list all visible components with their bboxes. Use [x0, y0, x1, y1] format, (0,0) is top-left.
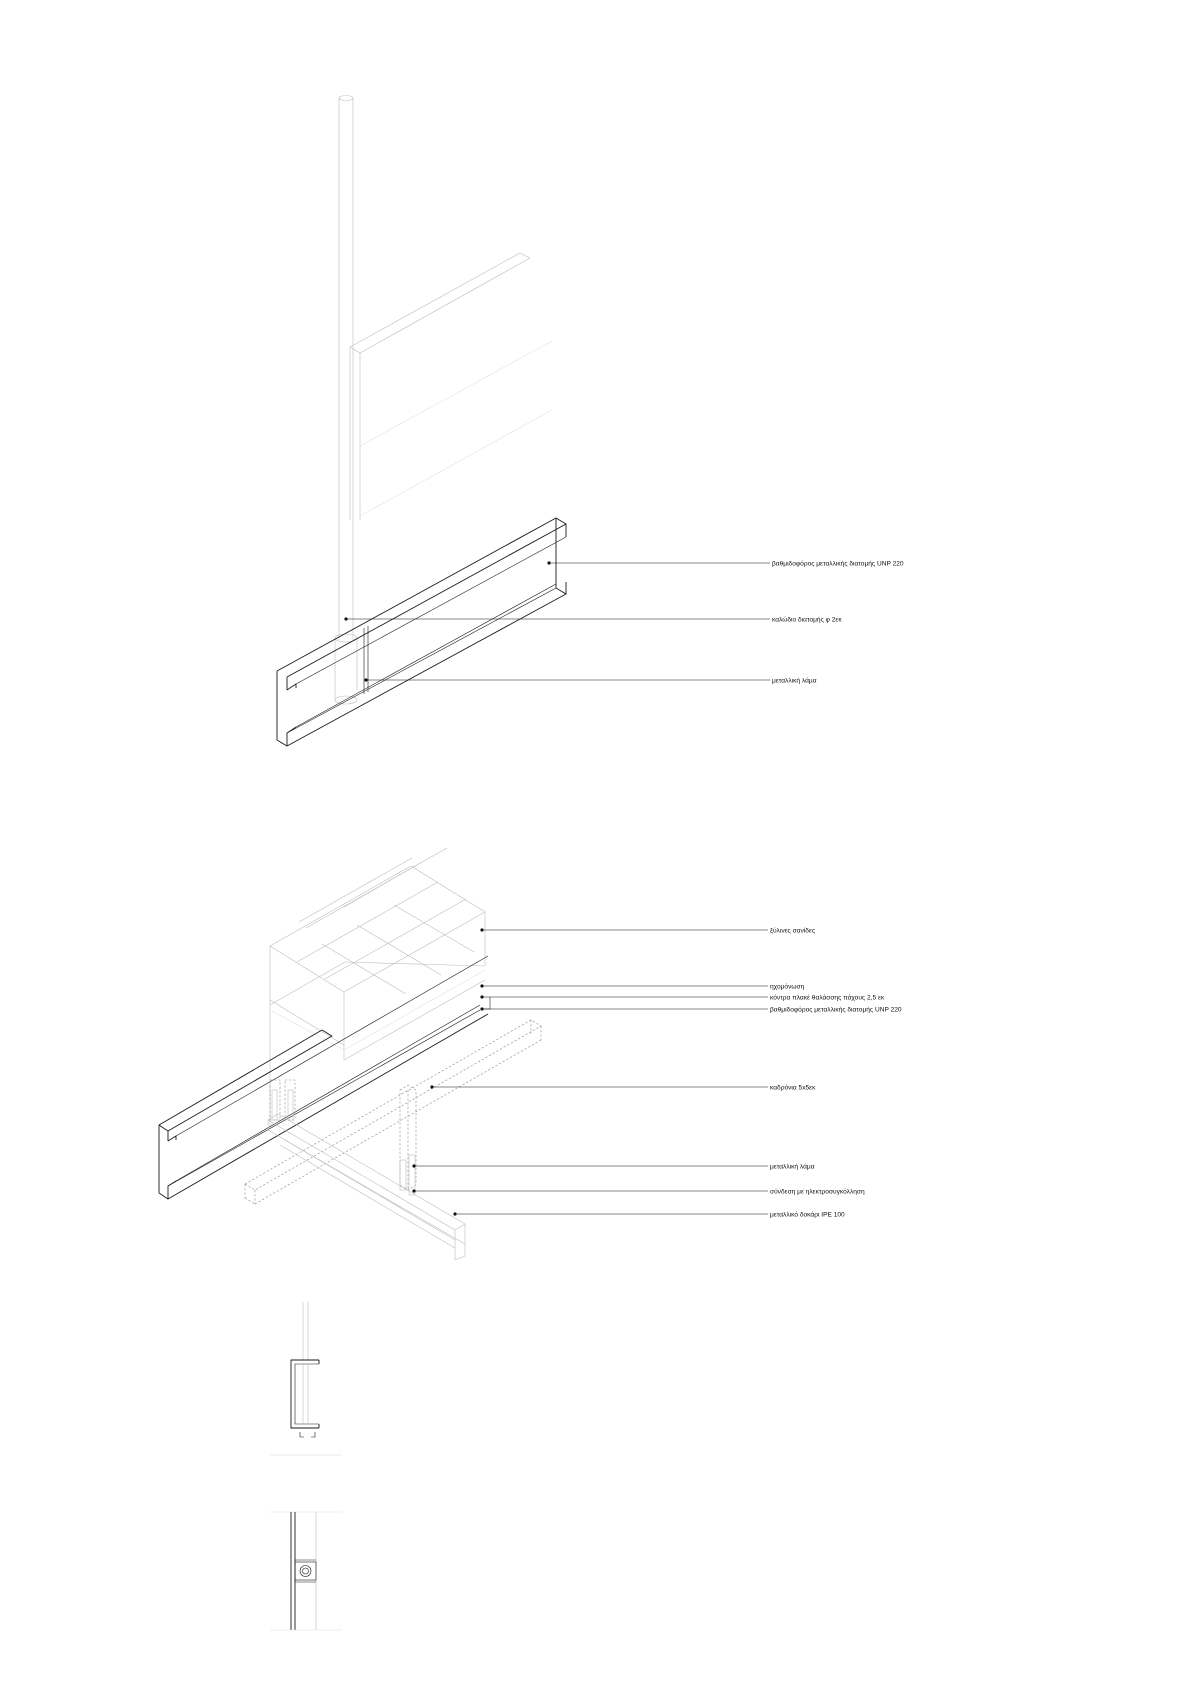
- channel-section-detail: [270, 1302, 342, 1455]
- vertical-cable: [335, 96, 357, 705]
- drawing1-labels: [772, 560, 904, 685]
- wooden-battens: [245, 1020, 541, 1204]
- ipe-100-beam: [268, 1114, 465, 1260]
- leader-welding: [412, 1189, 768, 1192]
- drawing2-leaders: [412, 928, 768, 1215]
- leader-unp-stringer-2: [480, 997, 768, 1011]
- label-welding: σύνδεση με ηλεκτροσυγκόλληση: [770, 1188, 865, 1196]
- leader-unp-stringer: [547, 561, 770, 564]
- leader-battens: [430, 1085, 768, 1088]
- channel-plan-detail: [270, 1512, 342, 1630]
- unp-channel-stringer: [277, 518, 566, 746]
- label-metal-plate-2: μεταλλική λάμα: [770, 1163, 815, 1171]
- leader-cable: [344, 617, 770, 620]
- label-battens: καδρόνια 5x5εκ: [770, 1084, 816, 1092]
- metal-plates: [272, 1090, 415, 1195]
- leader-metal-plate: [364, 678, 770, 681]
- label-unp-stringer: βαθμιδοφόρος μεταλλικής διατομής UNP 220: [772, 560, 904, 568]
- tread-assembly-axonometric: [159, 848, 541, 1260]
- leader-ipe-beam: [453, 1212, 768, 1215]
- stringer-cable-axonometric: [277, 96, 566, 747]
- label-wooden-planks: ξύλινες σανίδες: [770, 927, 815, 935]
- label-metal-plate: μεταλλική λάμα: [772, 677, 817, 685]
- leader-plywood: [480, 995, 768, 998]
- railing-panel: [350, 253, 552, 520]
- metal-plate: [364, 626, 368, 694]
- label-cable: καλώδιο διατομής φ 2εκ: [772, 616, 842, 624]
- leader-metal-plate-2: [412, 1164, 768, 1167]
- drawing2-labels: [770, 927, 902, 1219]
- label-plywood: κόντρα πλακέ θαλάσσης πάχους 2,5 εκ: [770, 994, 885, 1002]
- wooden-planks: [270, 848, 485, 1126]
- cable-section-circle: [300, 1566, 311, 1577]
- label-unp-stringer-2: βαθμιδοφόρος μεταλλικής διατομής UNP 220: [770, 1006, 902, 1014]
- label-sound-insulation: ηχομόνωση: [770, 983, 805, 991]
- leader-wooden-planks: [480, 928, 768, 931]
- drawing1-leaders: [344, 561, 770, 681]
- leader-sound-insulation: [480, 984, 768, 987]
- label-ipe-beam: μεταλλικό δοκάρι IPE 100: [770, 1211, 845, 1219]
- plywood-layer: [270, 970, 485, 1050]
